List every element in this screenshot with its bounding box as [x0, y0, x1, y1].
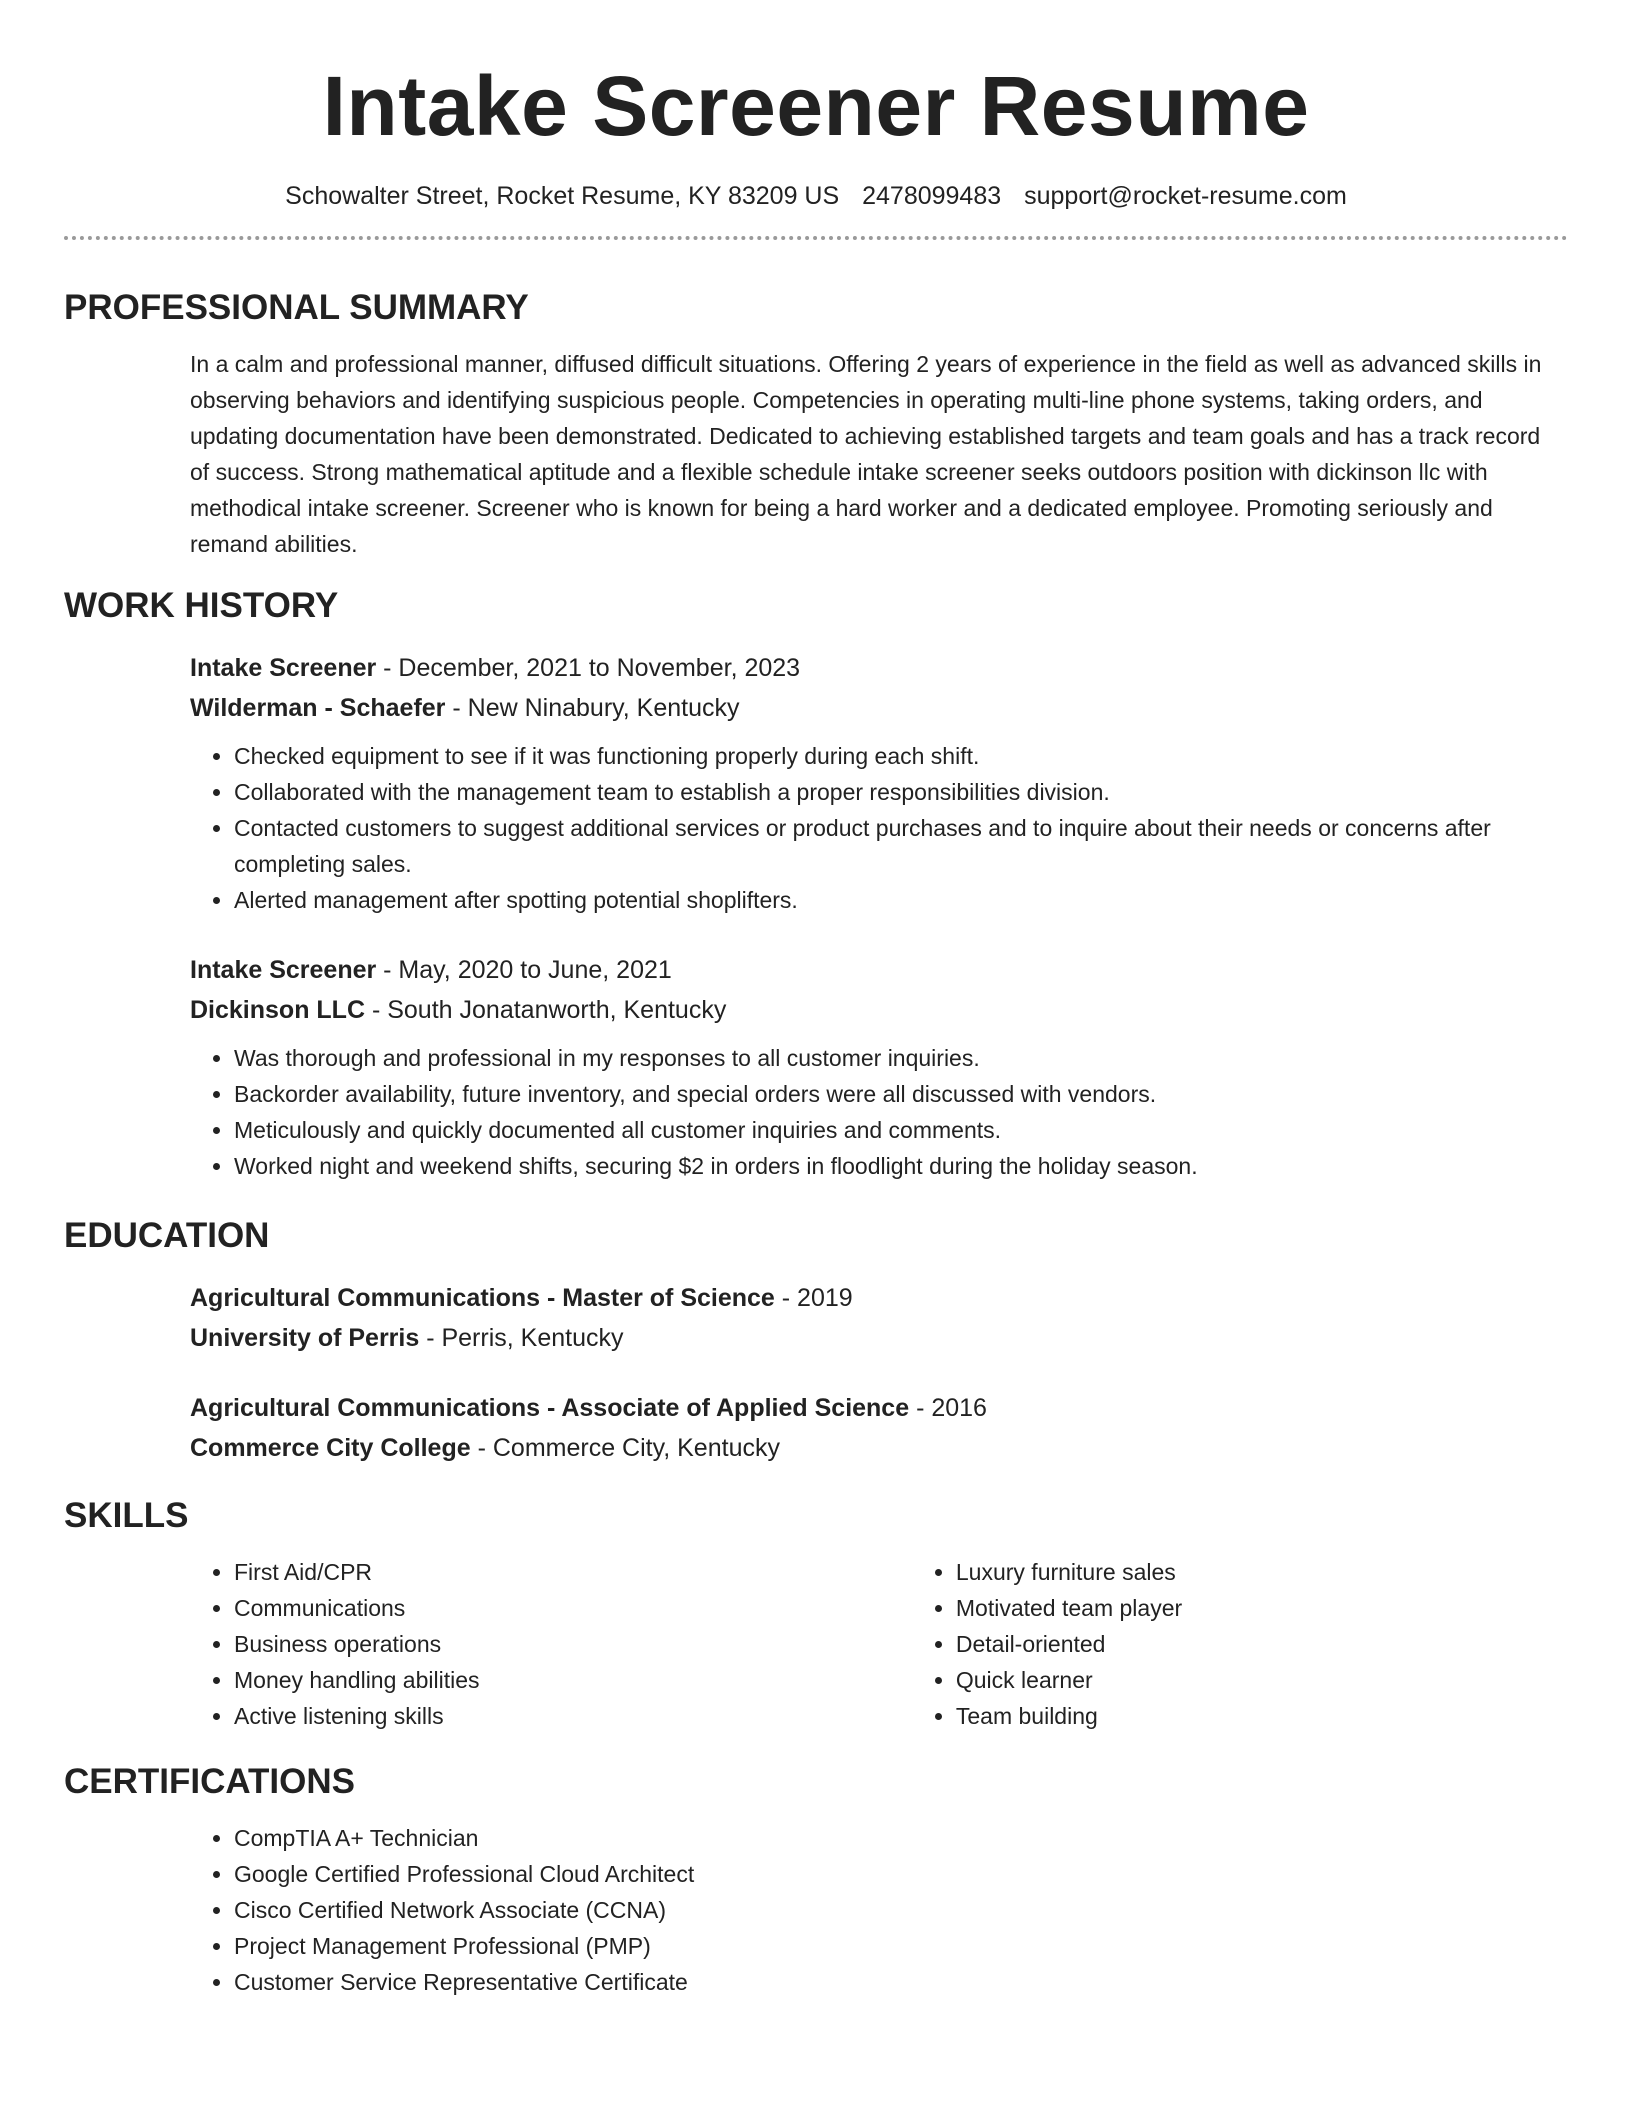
- header-divider: [64, 236, 1568, 240]
- contact-email: support@rocket-resume.com: [1024, 182, 1347, 210]
- job-title-line: [190, 950, 1554, 990]
- certifications-list: [190, 1820, 1554, 2000]
- list-item: • Backorder availability, future inventory, and special orders were all discussed with vendors.: [234, 1076, 1554, 1112]
- certifications-section: [64, 1760, 1568, 2000]
- job-bullets: [190, 1040, 1554, 1184]
- list-item: • Detail-oriented: [956, 1626, 1554, 1662]
- list-item: • Team building: [956, 1698, 1554, 1734]
- resume-title: Intake Screener Resume: [322, 59, 1310, 153]
- job-location: - New Ninabury, Kentucky: [445, 694, 740, 722]
- skills-section: [64, 1494, 1568, 1734]
- school-location: - Perris, Kentucky: [419, 1324, 624, 1352]
- school-line: [190, 1318, 1554, 1358]
- degree-name: Agricultural Communications - Master of Science: [190, 1284, 775, 1312]
- degree-year: - 2016: [909, 1394, 987, 1422]
- job-company-line: [190, 990, 1554, 1030]
- job-company: Wilderman - Schaefer: [190, 694, 446, 722]
- list-item: • Active listening skills: [234, 1698, 912, 1734]
- skills-columns: [190, 1554, 1554, 1734]
- job-entry: [190, 648, 1554, 918]
- job-company: Dickinson LLC: [190, 996, 366, 1024]
- summary-text: In a calm and professional manner, diffused difficult situations. Offering 2 years of experience in the field as well as advanced skills in observing behaviors and identifying suspicious people. Competencies in operating multi-line phone systems, taking orders, and updating documentation have been demonstrated. Dedicated to achieving established targets and team goals and has a track record of success. Strong mathematical aptitude and a flexible schedule intake screener seeks outdoors position with dickinson llc with methodical intake screener. Screener who is known for being a hard worker and a dedicated employee. Promoting seriously and remand abilities.: [190, 351, 1542, 557]
- job-location: - South Jonatanworth, Kentucky: [365, 996, 727, 1024]
- list-item: • Alerted management after spotting potential shoplifters.: [234, 882, 1554, 918]
- contact-phone: 2478099483: [862, 182, 1002, 210]
- skills-list-left: [190, 1554, 912, 1734]
- job-entry: [190, 950, 1554, 1184]
- list-item: • Project Management Professional (PMP): [234, 1928, 1554, 1964]
- school-name: Commerce City College: [190, 1434, 471, 1462]
- degree-line: [190, 1388, 1554, 1428]
- list-item: • Customer Service Representative Certificate: [234, 1964, 1554, 2000]
- education-heading: EDUCATION: [64, 1216, 270, 1255]
- list-item: • Meticulously and quickly documented all customer inquiries and comments.: [234, 1112, 1554, 1148]
- list-item: • Worked night and weekend shifts, securing $2 in orders in floodlight during the holiday season.: [234, 1148, 1554, 1184]
- list-item: • First Aid/CPR: [234, 1554, 912, 1590]
- list-item: • Quick learner: [956, 1662, 1554, 1698]
- education-section: [64, 1214, 1568, 1468]
- degree-line: [190, 1278, 1554, 1318]
- list-item: • Was thorough and professional in my responses to all customer inquiries.: [234, 1040, 1554, 1076]
- list-item: • Motivated team player: [956, 1590, 1554, 1626]
- education-entry: [190, 1278, 1554, 1358]
- list-item: • Money handling abilities: [234, 1662, 912, 1698]
- contact-line: [64, 180, 1568, 212]
- summary-section: [64, 286, 1568, 562]
- job-company-line: [190, 688, 1554, 728]
- skills-heading: SKILLS: [64, 1496, 189, 1535]
- summary-heading: PROFESSIONAL SUMMARY: [64, 288, 529, 327]
- job-bullets: [190, 738, 1554, 918]
- list-item: • Contacted customers to suggest additional services or product purchases and to inquire about their needs or concerns after completing sales.: [234, 810, 1554, 882]
- list-item: • Communications: [234, 1590, 912, 1626]
- job-title: Intake Screener: [190, 956, 377, 984]
- list-item: • Cisco Certified Network Associate (CCNA): [234, 1892, 1554, 1928]
- list-item: • Business operations: [234, 1626, 912, 1662]
- school-line: [190, 1428, 1554, 1468]
- job-title-line: [190, 648, 1554, 688]
- job-dates: - May, 2020 to June, 2021: [376, 956, 672, 984]
- school-location: - Commerce City, Kentucky: [470, 1434, 780, 1462]
- school-name: University of Perris: [190, 1324, 420, 1352]
- work-history-section: [64, 584, 1568, 1184]
- list-item: • Luxury furniture sales: [956, 1554, 1554, 1590]
- list-item: • Collaborated with the management team to establish a proper responsibilities division.: [234, 774, 1554, 810]
- list-item: • Checked equipment to see if it was functioning properly during each shift.: [234, 738, 1554, 774]
- degree-name: Agricultural Communications - Associate of Applied Science: [190, 1394, 910, 1422]
- job-dates: - December, 2021 to November, 2023: [376, 654, 801, 682]
- education-entry: [190, 1388, 1554, 1468]
- degree-year: - 2019: [774, 1284, 853, 1312]
- job-title: Intake Screener: [190, 654, 377, 682]
- skills-list-right: [912, 1554, 1554, 1734]
- contact-address: Schowalter Street, Rocket Resume, KY 83209 US: [285, 182, 840, 210]
- work-history-heading: WORK HISTORY: [64, 586, 339, 625]
- list-item: • Google Certified Professional Cloud Architect: [234, 1856, 1554, 1892]
- list-item: • CompTIA A+ Technician: [234, 1820, 1554, 1856]
- certifications-heading: CERTIFICATIONS: [64, 1762, 356, 1801]
